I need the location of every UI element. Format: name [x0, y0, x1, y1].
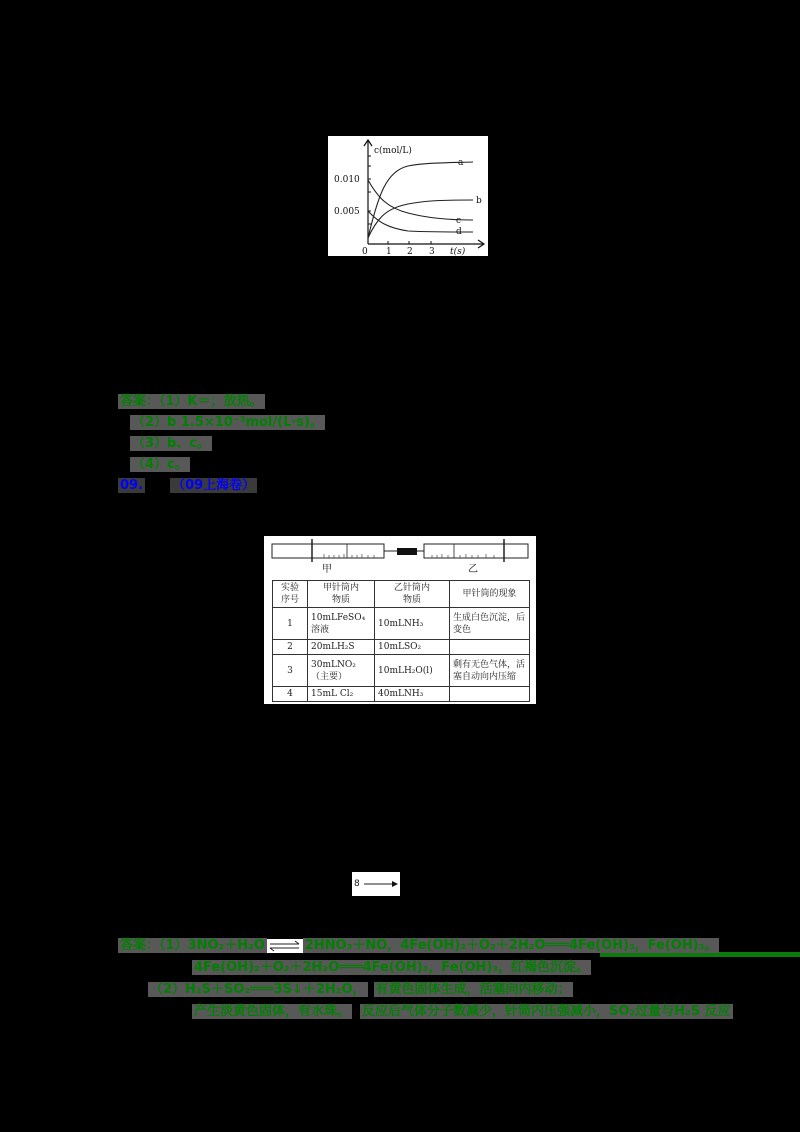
series-label-a: a [458, 158, 464, 168]
answer1-line [130, 414, 325, 432]
answer1-text: （3）b、c。 [132, 436, 211, 451]
y-tick-label: 0.010 [334, 175, 360, 185]
question-number: 09. [120, 478, 144, 493]
series-label-b: b [476, 196, 482, 206]
concentration-time-chart [328, 136, 488, 256]
answer1-text: （4）c。 [132, 457, 188, 472]
equilibrium-arrow-icon [267, 939, 303, 953]
x-tick-label: 2 [407, 247, 413, 256]
syringe-left-label: 甲 [322, 564, 332, 575]
cell-jia: 20mLH₂S [308, 640, 375, 655]
source-tag: （09上海卷） [172, 478, 256, 493]
cell-jia: 10mLFeSO₄溶液 [308, 608, 375, 640]
chart-svg [328, 136, 488, 256]
table-header-row [273, 581, 530, 608]
cell-observation [450, 687, 530, 702]
header-cell: 甲针筒内 物质 [308, 581, 375, 608]
cell-yi: 40mLNH₃ [375, 687, 450, 702]
x-tick-label: 1 [386, 247, 392, 256]
answer2-text: 反应后气体分子数减少，针筒内压强减小，SO₂过量与H₂S 反应 [362, 1004, 731, 1019]
cell-jia: 15mL Cl₂ [308, 687, 375, 702]
answer2-text: 产生淡黄色固体，有水珠。 [194, 1004, 351, 1019]
cell-observation: 剩有无色气体，活塞自动向内压缩 [450, 655, 530, 687]
table-row [273, 655, 530, 687]
syringe-diagram [264, 536, 536, 576]
answer2-text: 4Fe(OH)₂＋O₂＋2H₂O═══4Fe(OH)₃，Fe(OH)₃，红褐色沉淀。 [194, 960, 590, 975]
table-row [273, 608, 530, 640]
syringe-right-label: 乙 [468, 564, 478, 575]
experiment-table [272, 580, 530, 702]
table-row [273, 687, 530, 702]
cell-yi: 10mLNH₃ [375, 608, 450, 640]
cell-no: 4 [273, 687, 308, 702]
arrow-figure [352, 872, 400, 896]
header-cell: 乙针筒内 物质 [375, 581, 450, 608]
y-axis-label: c(mol/L) [374, 146, 412, 156]
answer2-line [192, 959, 591, 977]
x-tick-label: 3 [429, 247, 435, 256]
header-cell: 实验 序号 [273, 581, 308, 608]
right-arrow-icon [352, 872, 400, 896]
answer1-text: 答案：（1）K＝；放热。 [120, 394, 263, 409]
x-axis-label: t(s) [450, 247, 466, 256]
cell-no: 3 [273, 655, 308, 687]
cell-jia: 30mLNO₂（主要） [308, 655, 375, 687]
answer2-text: 答案：（1）3NO₂＋H₂O [120, 938, 265, 953]
y-tick-label: 0.005 [334, 207, 360, 217]
cell-no: 2 [273, 640, 308, 655]
series-label-c: c [456, 216, 462, 226]
series-label-d: d [456, 227, 462, 237]
answer2-line [118, 937, 719, 955]
answer2-line [148, 981, 573, 999]
answer1-text: （2）b 1.5×10⁻³mol/(L·s)。 [132, 415, 323, 430]
syringe-experiment-figure [264, 536, 536, 704]
header-cell: 甲针筒的现象 [450, 581, 530, 608]
answer2-text: （2）H₂S＋SO₂═══3S↓＋2H₂O， [150, 982, 366, 997]
answer1-line [130, 435, 212, 453]
cell-yi: 10mLSO₂ [375, 640, 450, 655]
cell-yi: 10mLH₂O(l) [375, 655, 450, 687]
source-line [118, 477, 257, 495]
answer2-text: 2HNO₃＋NO，4Fe(OH)₂＋O₂＋2H₂O═══4Fe(OH)₃，Fe(OH)₃。 [304, 938, 718, 953]
cell-no: 1 [273, 608, 308, 640]
answer1-line [118, 393, 265, 411]
answer2-line [192, 1003, 733, 1021]
answer2-text: 有黄色固体生成，活塞向内移动； [375, 982, 571, 997]
cell-observation: 生成白色沉淀，后变色 [450, 608, 530, 640]
table-row [273, 640, 530, 655]
x-tick-label: 0 [362, 247, 368, 256]
cell-observation [450, 640, 530, 655]
answer1-line [130, 456, 190, 474]
arrow-figure-label: 8 [354, 879, 360, 889]
